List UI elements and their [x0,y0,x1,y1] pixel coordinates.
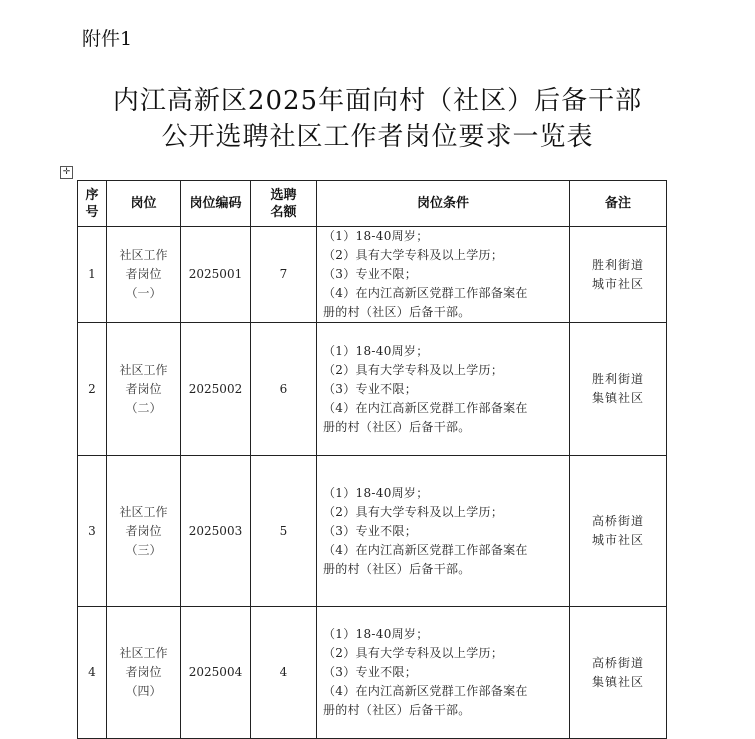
condition-line: 册的村（社区）后备干部。 [323,305,471,319]
cell-remark: 胜利街道 集镇社区 [570,323,667,456]
cell-code: 2025004 [181,607,251,739]
condition-line: 册的村（社区）后备干部。 [323,703,471,717]
cell-position: 社区工作 者岗位 （一） [107,227,181,323]
cell-seq: 3 [78,456,107,607]
condition-line: （4）在内江高新区党群工作部备案在 [323,286,528,300]
condition-line: 册的村（社区）后备干部。 [323,561,471,576]
document-title-line-1: 内江高新区2025年面向村（社区）后备干部 [112,86,643,116]
header-seq: 序 号 [78,181,107,227]
condition-line: （2）具有大学专科及以上学历； [323,504,504,519]
condition-line: （3）专业不限； [323,267,418,281]
table-move-handle-icon[interactable]: ✛ [60,166,73,179]
condition-line: （2）具有大学专科及以上学历； [323,646,504,660]
condition-line: （1）18-40周岁； [323,229,429,243]
condition-line: （1）18-40周岁； [323,343,429,358]
condition-line: （3）专业不限； [323,523,418,538]
header-remark: 备注 [570,181,667,227]
cell-position: 社区工作 者岗位 （二） [107,323,181,456]
cell-seq: 1 [78,227,107,323]
table-row [78,323,667,456]
cell-remark: 高桥街道 城市社区 [570,456,667,607]
table-row [78,227,667,323]
document-title-line-2: 公开选聘社区工作者岗位要求一览表 [161,122,594,152]
condition-line: （3）专业不限； [323,665,418,679]
condition-line: （4）在内江高新区党群工作部备案在 [323,542,528,557]
cell-remark: 胜利街道 城市社区 [570,227,667,323]
table-row [78,607,667,739]
cell-code: 2025002 [181,323,251,456]
condition-line: （2）具有大学专科及以上学历； [323,248,504,262]
condition-line: （3）专业不限； [323,381,418,396]
header-quota: 选聘 名额 [251,181,317,227]
cell-quota: 4 [251,607,317,739]
cell-code: 2025001 [181,227,251,323]
condition-line: （1）18-40周岁； [323,485,429,500]
cell-conditions [317,456,570,607]
cell-conditions [317,227,570,323]
cell-quota: 7 [251,227,317,323]
cell-quota: 6 [251,323,317,456]
header-position: 岗位 [107,181,181,227]
cell-position: 社区工作 者岗位 （三） [107,456,181,607]
cell-conditions [317,323,570,456]
cell-conditions [317,607,570,739]
cell-seq: 2 [78,323,107,456]
condition-line: （1）18-40周岁； [323,627,429,641]
cell-code: 2025003 [181,456,251,607]
condition-line: （2）具有大学专科及以上学历； [323,362,504,377]
positions-table [77,180,667,739]
condition-line: （4）在内江高新区党群工作部备案在 [323,400,528,415]
cell-seq: 4 [78,607,107,739]
header-code: 岗位编码 [181,181,251,227]
header-conditions: 岗位条件 [317,181,570,227]
table-row [78,456,667,607]
table-header-row [78,181,667,227]
attachment-label: 附件1 [82,28,133,50]
condition-line: （4）在内江高新区党群工作部备案在 [323,684,528,698]
cell-position: 社区工作 者岗位 （四） [107,607,181,739]
cell-remark: 高桥街道 集镇社区 [570,607,667,739]
cell-quota: 5 [251,456,317,607]
condition-line: 册的村（社区）后备干部。 [323,419,471,434]
